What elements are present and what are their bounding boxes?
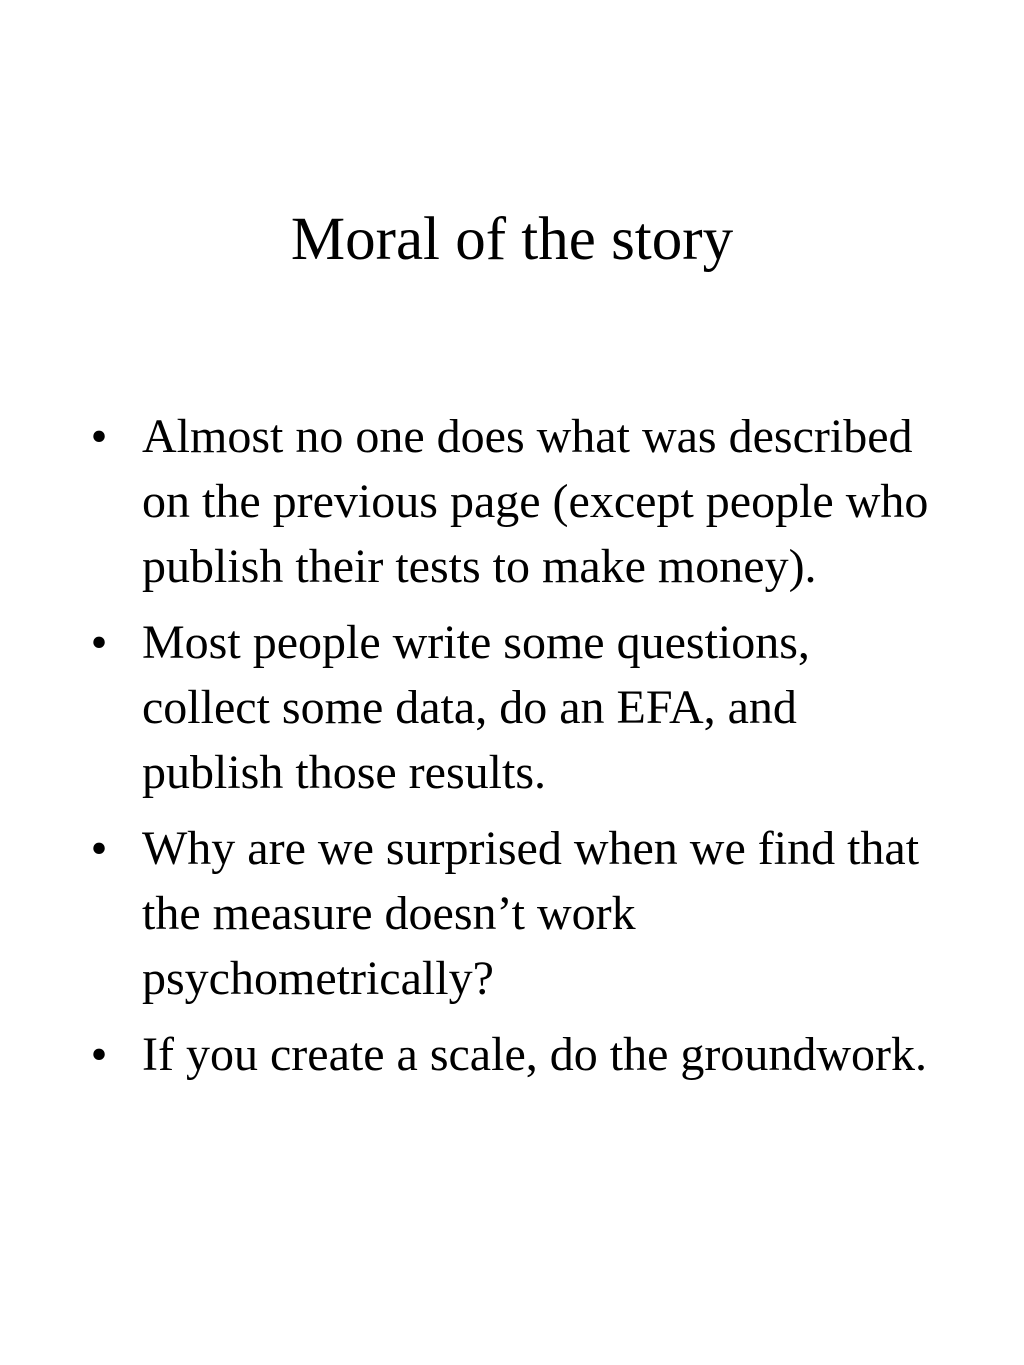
bullet-text: Almost no one does what was described on the previous page (except people who publish their tests to make money).: [142, 410, 929, 593]
bullet-text: If you create a scale, do the groundwork.: [142, 1028, 928, 1081]
bullet-item: [84, 610, 934, 805]
bullet-text: Most people write some questions, collect some data, do an EFA, and publish those results.: [142, 616, 810, 799]
bullet-item: [84, 816, 934, 1011]
bullet-dot-icon: •: [90, 616, 108, 669]
bullet-item: [84, 1022, 934, 1087]
bullet-dot-icon: •: [90, 1028, 108, 1081]
bullet-item: [84, 404, 934, 599]
bullet-text: Why are we surprised when we find that the measure doesn’t work psychometrically?: [142, 822, 920, 1005]
bullet-dot-icon: •: [90, 822, 108, 875]
bullet-list: [84, 404, 934, 1098]
bullet-dot-icon: •: [90, 410, 108, 463]
slide-title: Moral of the story: [290, 206, 734, 273]
